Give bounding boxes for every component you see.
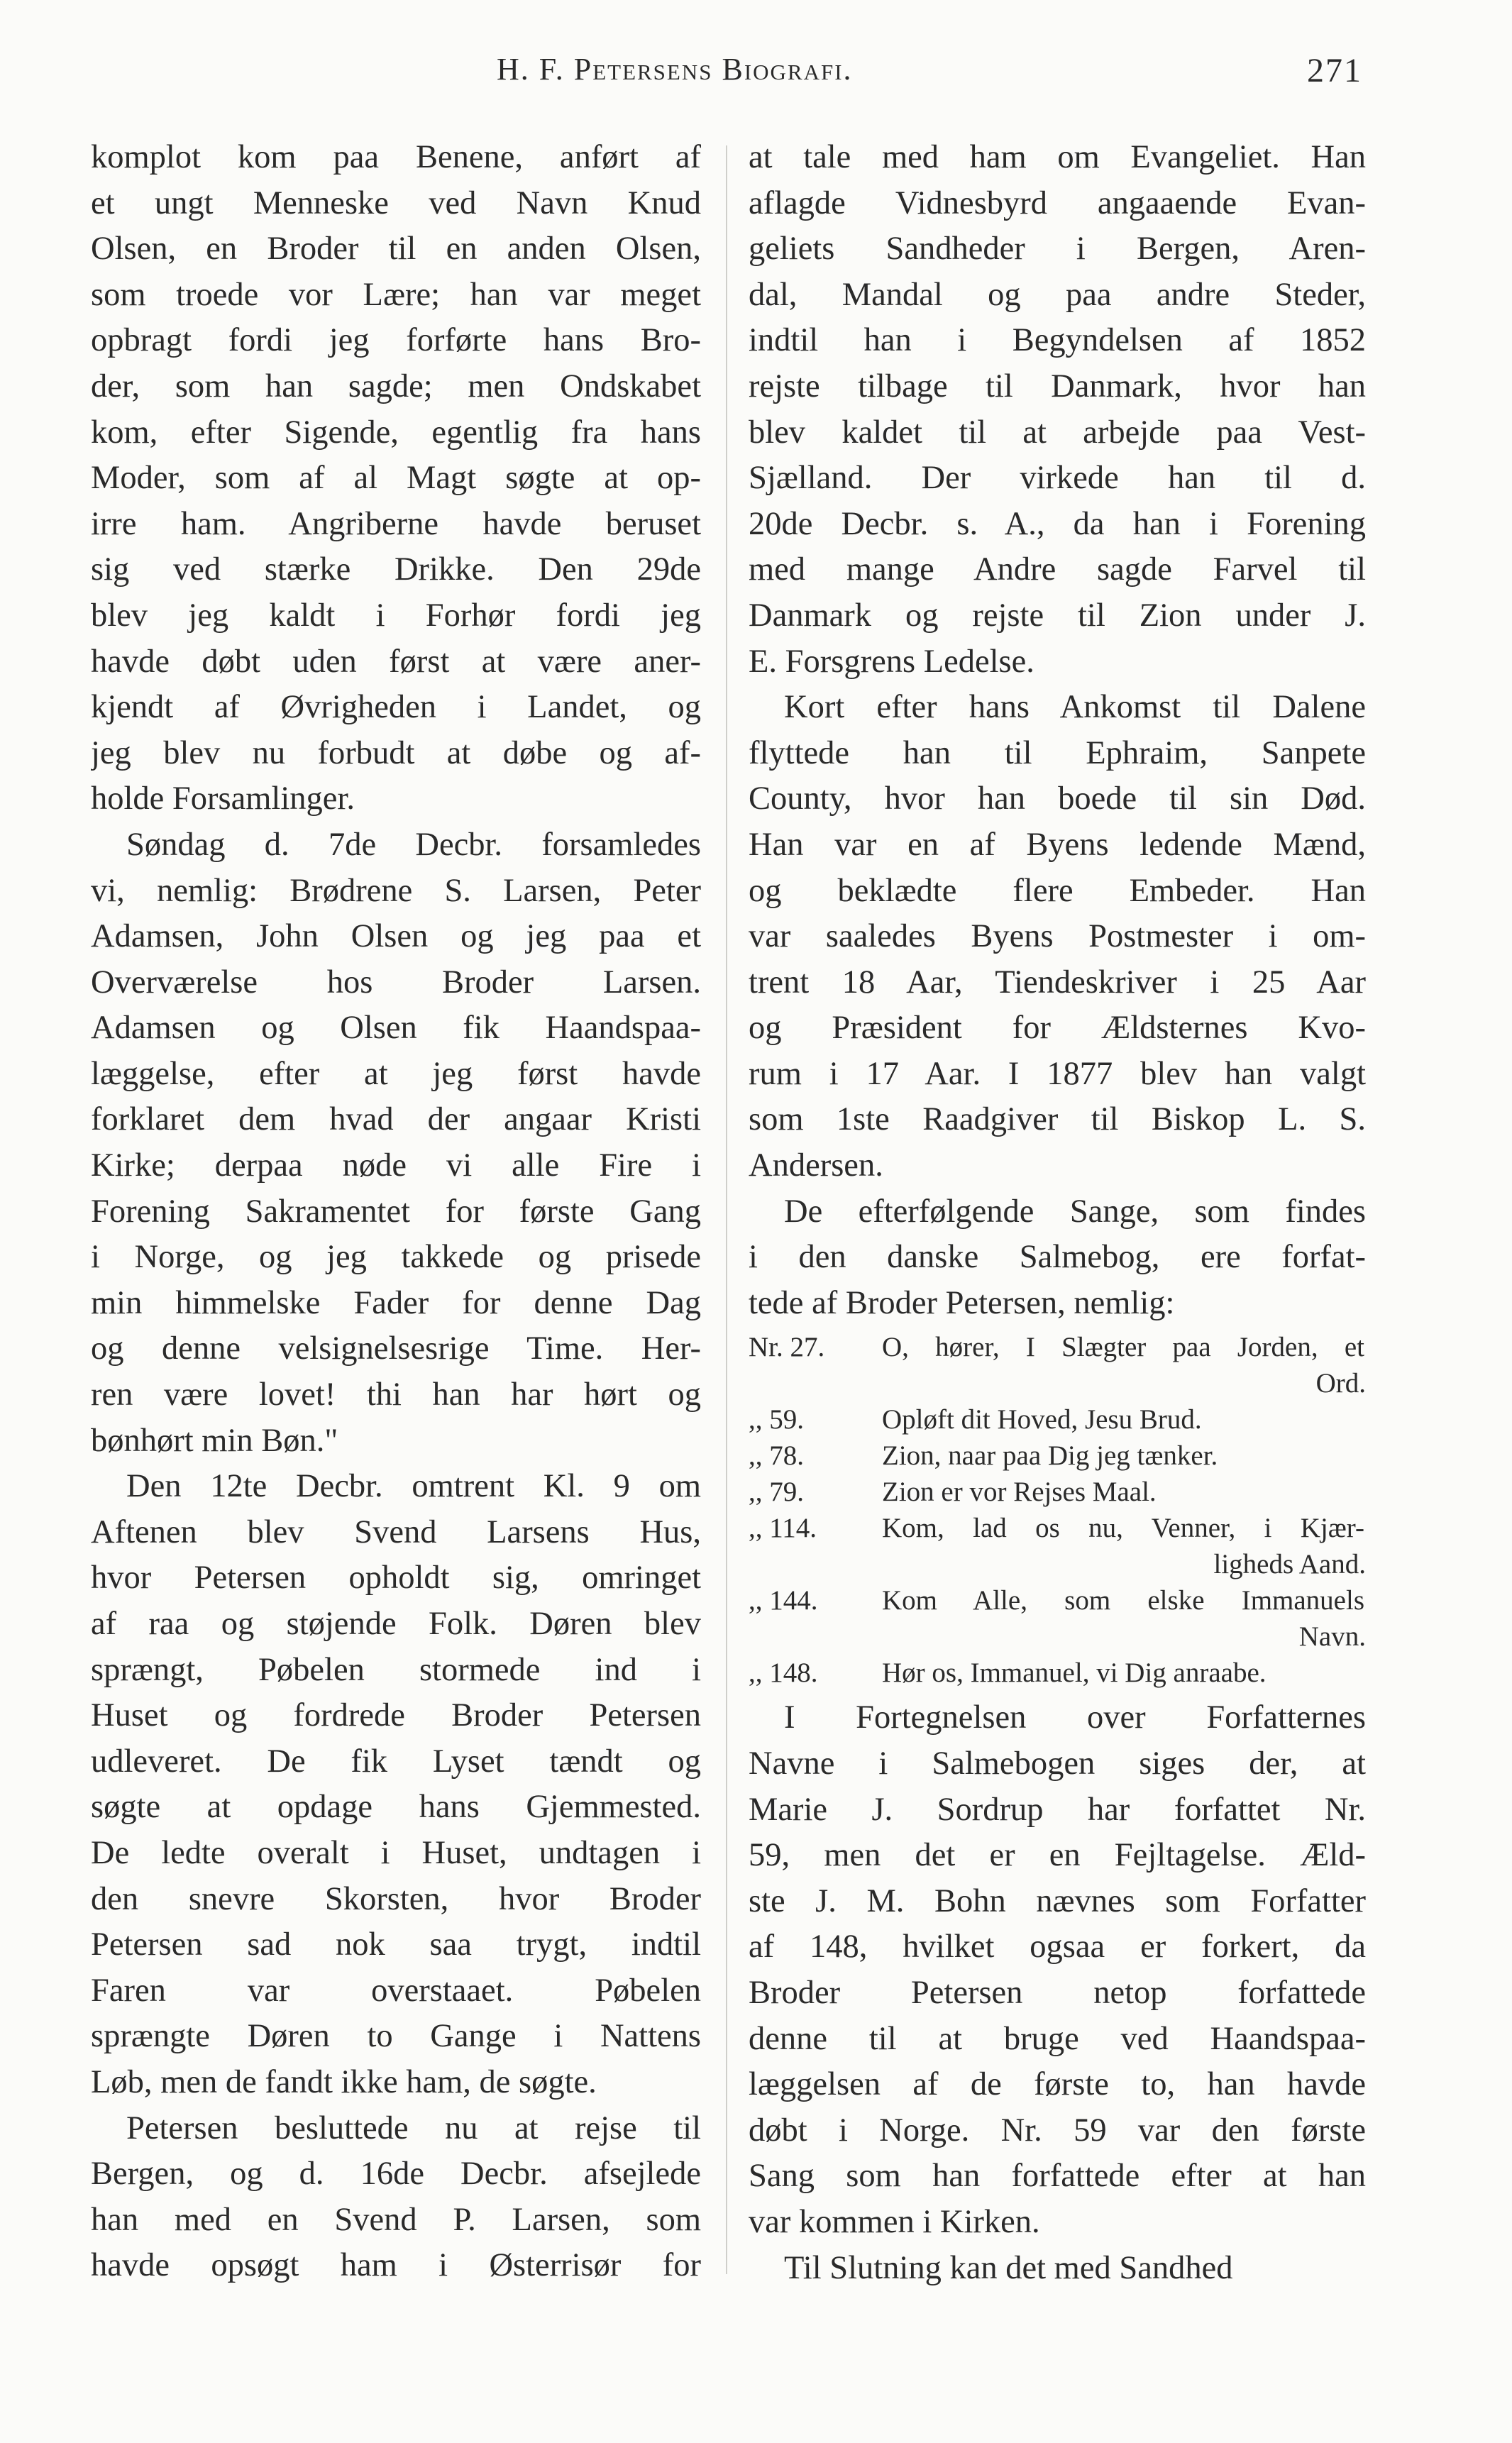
left-column-text-line: den snevre Skorsten, hvor Broder — [91, 1880, 701, 1917]
right-column-text-line: Kort efter hans Ankomst til Dalene — [784, 689, 1366, 726]
right-column-text-line: i den danske Salmebog, ere forfat- — [749, 1239, 1366, 1276]
hymn-entry — [749, 1329, 1366, 1365]
right-column-text-line: døbt i Norge. Nr. 59 var den første — [749, 2112, 1366, 2149]
left-column-text-line: forklaret dem hvad der angaar Kristi — [91, 1101, 701, 1138]
right-column-text-line: ste J. M. Bohn nævnes som Forfatter — [749, 1882, 1366, 1919]
right-column-text-line: dal, Mandal og paa andre Steder, — [749, 276, 1366, 313]
hymn-title: Kom Alle, som elske Immanuels — [882, 1585, 1364, 1616]
left-column-text-line: Den 12te Decbr. omtrent Kl. 9 om — [126, 1468, 701, 1505]
right-column-text-bottom — [749, 1695, 1366, 2291]
hymn-entry — [749, 1401, 1366, 1438]
hymn-title-continuation: Ord. — [1315, 1368, 1366, 1399]
right-column-text-top — [749, 135, 1366, 1326]
right-column-text-line: Sjælland. Der virkede han til d. — [749, 460, 1366, 497]
left-column-text-line: Petersen besluttede nu at rejse til — [126, 2110, 701, 2146]
right-column-text-line: 59, men det er en Fejltagelse. Æld- — [749, 1837, 1366, 1874]
hymn-entry — [749, 1582, 1366, 1618]
left-column-text-line: læggelse, efter at jeg først havde — [91, 1055, 701, 1092]
left-column-text-line: som troede vor Lære; han var meget — [91, 276, 701, 313]
right-column-text-line: trent 18 Aar, Tiendeskriver i 25 Aar — [749, 964, 1366, 1000]
hymn-number: ,, 59. — [749, 1404, 804, 1435]
hymn-list — [749, 1329, 1366, 1691]
left-column-text-line: Søndag d. 7de Decbr. forsamledes — [126, 826, 701, 863]
left-column-text-line: søgte at opdage hans Gjemmested. — [91, 1789, 701, 1826]
left-column-text-line: et ungt Menneske ved Navn Knud — [91, 184, 701, 221]
right-column-text-line: De efterfølgende Sange, som findes — [784, 1193, 1366, 1230]
left-column-text-line: sprængt, Pøbelen stormede ind i — [91, 1651, 701, 1688]
left-column-text-line: Adamsen og Olsen fik Haandspaa- — [91, 1010, 701, 1047]
left-column-text-line: ren være lovet! thi han har hørt og — [91, 1377, 701, 1413]
left-column-text-line: blev jeg kaldt i Forhør fordi jeg — [91, 597, 701, 634]
left-column-text-line: holde Forsamlinger. — [91, 781, 355, 817]
right-column-text-line: denne til at bruge ved Haandspaa- — [749, 2020, 1366, 2057]
hymn-title-continuation: Navn. — [1298, 1621, 1366, 1653]
left-column-text-line: og denne velsignelsesrige Time. Her- — [91, 1330, 701, 1367]
hymn-number: Nr. 27. — [749, 1332, 825, 1363]
hymn-number: ,, 114. — [749, 1513, 817, 1544]
hymn-title: Opløft dit Hoved, Jesu Brud. — [882, 1404, 1202, 1435]
right-column-text-line: County, hvor han boede til sin Død. — [749, 781, 1366, 817]
right-column — [749, 135, 1366, 2291]
left-column-text-line: opbragt fordi jeg forførte hans Bro- — [91, 322, 701, 359]
right-column-text-line: Sang som han forfattede efter at han — [749, 2158, 1366, 2195]
left-column-text-line: Faren var overstaaet. Pøbelen — [91, 1972, 701, 2009]
right-column-text-line: var kommen i Kirken. — [749, 2203, 1040, 2240]
left-column-text-line: irre ham. Angriberne havde beruset — [91, 505, 701, 542]
left-column-text-line: Løb, men de fandt ikke ham, de søgte. — [91, 2063, 597, 2100]
left-column-text-line: Petersen sad nok saa trygt, indtil — [91, 1926, 701, 1963]
hymn-title: Hør os, Immanuel, vi Dig anraabe. — [882, 1658, 1267, 1689]
right-column-text-line: tede af Broder Petersen, nemlig: — [749, 1284, 1175, 1321]
right-column-text-line: aflagde Vidnesbyrd angaaende Evan- — [749, 184, 1366, 221]
left-column-text-line: Bergen, og d. 16de Decbr. afsejlede — [91, 2156, 701, 2193]
hymn-title: Kom, lad os nu, Venner, i Kjær- — [882, 1513, 1364, 1544]
hymn-title: O, hører, I Slægter paa Jorden, et — [882, 1332, 1364, 1363]
right-column-text-line: med mange Andre sagde Farvel til — [749, 551, 1366, 588]
left-column-text-line: vi, nemlig: Brødrene S. Larsen, Peter — [91, 872, 701, 909]
right-column-text-line: var saaledes Byens Postmester i om- — [749, 918, 1366, 955]
right-column-text-line: Danmark og rejste til Zion under J. — [749, 597, 1366, 634]
right-column-text-line: at tale med ham om Evangeliet. Han — [749, 139, 1366, 175]
hymn-entry — [749, 1510, 1366, 1546]
right-column-text-line: Han var en af Byens ledende Mænd, — [749, 826, 1366, 863]
left-column-text-line: min himmelske Fader for denne Dag — [91, 1284, 701, 1321]
hymn-title-continuation: ligheds Aand. — [1213, 1549, 1366, 1580]
right-column-text-line: Til Slutning kan det med Sandhed — [784, 2249, 1233, 2286]
right-column-text-line: Broder Petersen netop forfattede — [749, 1975, 1366, 2011]
right-column-text-line: Andersen. — [749, 1147, 883, 1184]
hymn-title: Zion, naar paa Dig jeg tænker. — [882, 1440, 1218, 1472]
right-column-text-line: geliets Sandheder i Bergen, Aren- — [749, 231, 1366, 268]
left-column-text-line: Huset og fordrede Broder Petersen — [91, 1697, 701, 1734]
left-column-text-line: Forening Sakramentet for første Gang — [91, 1193, 701, 1230]
left-column-text-line: bønhørt min Bøn." — [91, 1422, 338, 1459]
left-column-text-line: sprængte Døren to Gange i Nattens — [91, 2018, 701, 2055]
right-column-text-line: og beklædte flere Embeder. Han — [749, 872, 1366, 909]
left-column-text-line: Olsen, en Broder til en anden Olsen, — [91, 231, 701, 268]
left-column-text-line: komplot kom paa Benene, anført af — [91, 139, 701, 175]
left-column-text-line: jeg blev nu forbudt at døbe og af- — [91, 734, 701, 771]
right-column-text-line: flyttede han til Ephraim, Sanpete — [749, 734, 1366, 771]
hymn-number: ,, 144. — [749, 1585, 818, 1616]
page-header — [0, 51, 1512, 108]
column-divider — [726, 145, 727, 2274]
left-column-text-line: af raa og støjende Folk. Døren blev — [91, 1606, 701, 1642]
left-column-text-line: Overværelse hos Broder Larsen. — [91, 964, 701, 1000]
hymn-number: ,, 78. — [749, 1440, 804, 1472]
left-column-text-line: udleveret. De fik Lyset tændt og — [91, 1743, 701, 1780]
left-column-text-line: hvor Petersen opholdt sig, omringet — [91, 1560, 701, 1597]
right-column-text-line: og Præsident for Ældsternes Kvo- — [749, 1010, 1366, 1047]
left-column — [91, 135, 701, 2289]
right-column-text-line: som 1ste Raadgiver til Biskop L. S. — [749, 1101, 1366, 1138]
left-column-text-line: han med en Svend P. Larsen, som — [91, 2201, 701, 2238]
hymn-title: Zion er vor Rejses Maal. — [882, 1477, 1157, 1508]
right-column-text-line: af 148, hvilket ogsaa er forkert, da — [749, 1929, 1366, 1965]
right-column-text-line: I Fortegnelsen over Forfatternes — [784, 1699, 1366, 1736]
left-column-text-line: De ledte overalt i Huset, undtagen i — [91, 1834, 701, 1871]
left-column-text-line: kom, efter Sigende, egentlig fra hans — [91, 414, 701, 451]
right-column-text-line: rum i 17 Aar. I 1877 blev han valgt — [749, 1055, 1366, 1092]
left-column-text-line: der, som han sagde; men Ondskabet — [91, 368, 701, 404]
left-column-text-line: havde døbt uden først at være aner- — [91, 643, 701, 680]
left-column-text-line: Kirke; derpaa nøde vi alle Fire i — [91, 1147, 701, 1184]
page-number: 271 — [1307, 52, 1362, 89]
left-column-text-line: Aftenen blev Svend Larsens Hus, — [91, 1513, 701, 1550]
hymn-entry — [749, 1474, 1366, 1510]
right-column-text-line: 20de Decbr. s. A., da han i Forening — [749, 505, 1366, 542]
left-column-text-line: sig ved stærke Drikke. Den 29de — [91, 551, 701, 588]
hymn-entry — [749, 1655, 1366, 1691]
running-title: H. F. Petersens Biografi. — [497, 52, 853, 87]
right-column-text-line: indtil han i Begyndelsen af 1852 — [749, 322, 1366, 359]
right-column-text-line: E. Forsgrens Ledelse. — [749, 643, 1034, 680]
left-column-text-line: Moder, som af al Magt søgte at op- — [91, 460, 701, 497]
hymn-number: ,, 148. — [749, 1658, 818, 1689]
right-column-text-line: rejste tilbage til Danmark, hvor han — [749, 368, 1366, 404]
right-column-text-line: Navne i Salmebogen siges der, at — [749, 1746, 1366, 1782]
hymn-entry — [749, 1438, 1366, 1474]
right-column-text-line: blev kaldet til at arbejde paa Vest- — [749, 414, 1366, 451]
right-column-text-line: Marie J. Sordrup har forfattet Nr. — [749, 1791, 1366, 1828]
hymn-number: ,, 79. — [749, 1477, 804, 1508]
left-column-text-line: havde opsøgt ham i Østerrisør for — [91, 2247, 701, 2284]
left-column-text-line: kjendt af Øvrigheden i Landet, og — [91, 689, 701, 726]
left-column-text-line: i Norge, og jeg takkede og prisede — [91, 1239, 701, 1276]
right-column-text-line: læggelsen af de første to, han havde — [749, 2066, 1366, 2103]
left-column-text-line: Adamsen, John Olsen og jeg paa et — [91, 918, 701, 955]
